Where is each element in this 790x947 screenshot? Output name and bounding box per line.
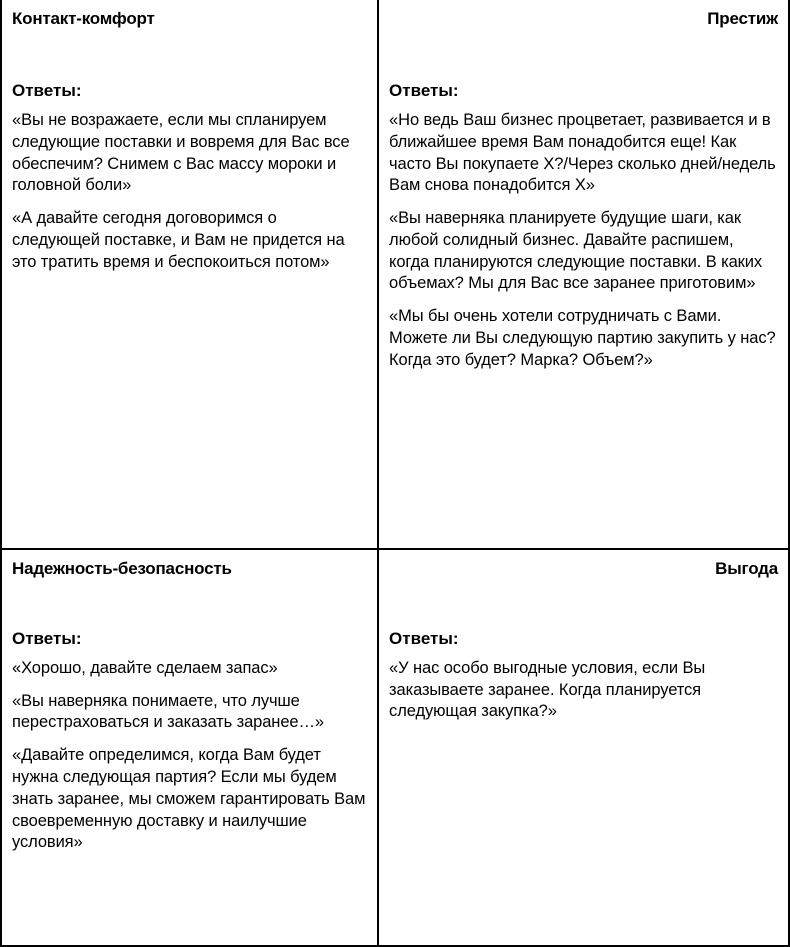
quote-item: «Но ведь Ваш бизнес процветает, развивается и в ближайшее время Вам понадобится еще! Как часто Вы покупаете Х?/Через сколько дней/недель Вам снова понадобится Х» [389,111,776,195]
matrix-cell-prestizh [379,0,788,548]
quote-item: «Вы не возражаете, если мы спланируем следующие поставки и вовремя для Вас все обеспечим? Снимем с Вас массу мороки и головной боли» [12,111,350,195]
quote-item: «У нас особо выгодные условия, если Вы заказываете заранее. Когда планируется следующая закупка?» [389,658,706,721]
quote-item: «Вы наверняка планируете будущие шаги, как любой солидный бизнес. Давайте распишем, когда планируются следующие поставки. В каких объемах? Мы для Вас все заранее приготовим» [389,209,763,293]
quote-item: «А давайте сегодня договоримся о следующей поставке, и Вам не придется на это тратить время и беспокоиться потом» [12,209,345,271]
answers-label-nadezhnost-bezopasnost: Ответы: [12,628,82,648]
quote-item: «Давайте определимся, когда Вам будет нужна следующая партия? Если мы будем знать заранее, мы сможем гарантировать Вам своевременную доставку и наилучшие условия» [12,746,366,852]
quote-item: «Мы бы очень хотели сотрудничать с Вами. Можете ли Вы следующую партию закупить у нас? Когда это будет? Марка? Объем?» [389,307,776,369]
quote-item: «Вы наверняка понимаете, что лучше перестраховаться и заказать заранее…» [12,691,324,732]
matrix-row-bottom [2,550,788,945]
matrix-cell-kontakt-komfort [2,0,379,548]
matrix-cell-vygoda [379,550,788,945]
cell-title-vygoda: Выгода [715,558,778,578]
cell-title-kontakt-komfort: Контакт-комфорт [12,9,155,28]
answers-label-vygoda: Ответы: [389,628,459,648]
quote-item: «Хорошо, давайте сделаем запас» [12,658,278,677]
cell-title-nadezhnost-bezopasnost: Надежность-безопасность [12,558,232,578]
answers-label-kontakt-komfort: Ответы: [12,81,82,101]
answers-label-prestizh: Ответы: [389,81,459,101]
matrix-row-top [2,0,788,550]
matrix-cell-nadezhnost-bezopasnost [2,550,379,945]
cell-title-prestizh: Престиж [707,9,778,28]
